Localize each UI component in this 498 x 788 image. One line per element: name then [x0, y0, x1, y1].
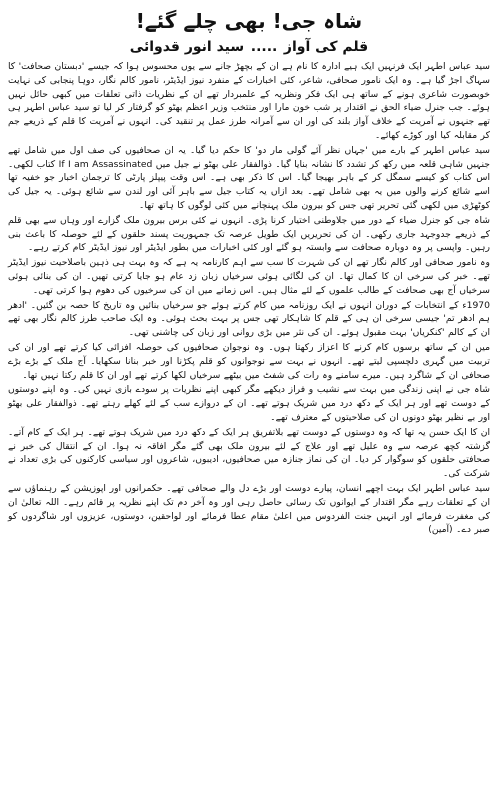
article-body: [8, 60, 490, 537]
article-title: شاہ جی! بھی چلے گئے!: [135, 9, 363, 33]
author-name: سید انور قدوائی: [129, 39, 245, 55]
article-paragraph: سید عباس اطہر کے بارے میں 'جہاں نظر آئے گولی مار دو' کا حکم دیا گیا۔ یہ ان صحافیوں کی صف اول میں شامل تھے جنہیں شاہی قلعہ میں رکھ کر تشدد کا نشانہ بنایا گیا۔ ذوالفقار علی بھٹو نے جیل میں If I am Assassinated کتاب لکھی۔ اس کتاب کو کیسے سمگل کر کے باہر بھیجا گیا۔ اس کا ذکر بھی ہے۔ اس وقت پیپلز پارٹی کا ترجمان اخبار جو خفیہ تھا اسے شائع کرنے والوں میں یہ بھی شامل تھے۔ بعد ازاں یہ کتاب جیل سے باہر آئی اور لندن سے شائع ہوئی۔ یہ جیل کی کوٹھڑی میں لکھی گئی تحریر تھی جس کو بیرون ملک پہنچانے میں کئی لوگوں کا ہاتھ تھا۔: [8, 144, 490, 211]
article-paragraph: شاہ جی نے اپنی زندگی میں بہت سے نشیب و فراز دیکھے مگر کبھی اپنے نظریات پر سودے بازی نہیں کی۔ وہ اپنے دوستوں کے دوست تھے اور ہر ایک کے دکھ درد میں شریک ہوتے تھے۔ ان کے دروازے سب کے لئے کھلے رہتے تھے۔ ذوالفقار علی بھٹو اور بے نظیر بھٹو دونوں ان کی صلاحیتوں کے معترف تھے۔: [8, 384, 490, 423]
article-paragraph: ان کا ایک حسن یہ تھا کہ وہ دوستوں کے دوست تھے بلاتفریق ہر ایک کے دکھ درد میں شریک ہوتے تھے۔ ہر ایک کے کام آتے۔ گزشتہ کچھ عرصہ سے وہ علیل تھے اور علاج کے لئے بیرون ملک بھی گئے مگر افاقہ نہ ہوا۔ ان کے انتقال کی خبر نے صحافتی حلقوں کو سوگوار کر دیا۔ ان کی نماز جنازہ میں صحافیوں، ادیبوں، شاعروں اور سیاسی کارکنوں کی بڑی تعداد نے شرکت کی۔: [8, 426, 490, 480]
article-paragraph: سید عباس اطہر ایک بہت اچھے انسان، پیارے دوست اور بڑے دل والے صحافی تھے۔ حکمرانوں اور اپوزیشن کے رہنماؤں سے ان کے تعلقات رہے مگر اقتدار کے ایوانوں تک رسائی حاصل رہی اور وہ آخر دم تک اپنے نظریہ پر قائم رہے۔ اللہ تعالیٰ ان کی مغفرت فرمائے اور انہیں جنت الفردوس میں اعلیٰ مقام عطا فرمائے اور لواحقین، دوستوں، عزیزوں اور شاگردوں کو صبر دے۔ (آمین): [8, 482, 490, 536]
article-paragraph: میں ان کے ساتھ برسوں کام کرنے کا اعزاز رکھتا ہوں۔ وہ نوجوان صحافیوں کی حوصلہ افزائی کیا کرتے تھے اور ان کی تربیت میں گہری دلچسپی لیتے تھے۔ انہوں نے بہت سے نوجوانوں کو قلم پکڑنا اور خبر بنانا سکھایا۔ آج ملک کے بڑے بڑے صحافی ان کے شاگرد ہیں۔ میرے سامنے وہ رات کی شفٹ میں بیٹھے سرخیاں لکھا کرتے تھے اور ان کا قلم رکتا نہیں تھا۔: [8, 341, 490, 381]
column-name: قلم کی آواز: [283, 39, 369, 55]
byline: [8, 36, 490, 58]
article-paragraph: سید عباس اطہر ایک فرنہیں ایک ہیے ادارہ کا نام ہے ان کے بچھڑ جانے سے یوں محسوس ہوا کہ جیسے 'دبستان صحافت' کا سہاگ اجڑ گیا ہے۔ وہ ایک نامور صحافی، شاعر، کئی اخبارات کے منفرد نیوز ایڈیٹر، نامور کالم نگار، دوہا پنجابی کی نہایت خوبصورت شاعری ہونے کے ساتھ ہی ایک فکر ونظریہ کے علمبردار تھے ان کے نظریات ذاتی تعلقات میں کبھی حائل نہیں ہوئے۔ جب جنرل ضیاء الحق نے اقتدار پر شب خون مارا اور منتخب وزیر اعظم بھٹو کو گرفتار کر لیا تو سید عباس اطہر ہی تھے جنہوں نے آمریت کے خلاف آواز بلند کی اور ان سے آمرانہ طرز عمل پر تنقید کی۔ انہوں نے آمریت کا قلم کے ذریعے جم کر مقابلہ کیا اور کوڑے کھائے۔: [8, 61, 490, 141]
article-paragraph: وہ نامور صحافی اور کالم نگار تھے ان کی شہرت کا سب سے اہم کارنامہ یہ ہے کہ وہ بہت ہی ذہین باصلاحیت نیوز ایڈیٹر تھے۔ خبر کی سرخی ان کا کمال تھا۔ ان کی لگائی ہوئی سرخیاں زبان زد عام ہو جایا کرتی تھیں۔ ان کی بنائی ہوئی سرخیاں آج بھی صحافت کے طالب علموں کے لئے مثال ہیں۔ اس زمانے میں ان کی سرخیوں کی دھوم ہوا کرتی تھی۔: [8, 257, 490, 296]
article-paragraph: شاہ جی کو جنرل ضیاء کے دور میں جلاوطنی اختیار کرنا پڑی۔ انہوں نے کئی برس بیرون ملک گزارے اور وہاں سے بھی قلم کے ذریعے جدوجہد جاری رکھی۔ ان کی تحریریں ایک طویل عرصہ تک جمہوریت پسند حلقوں کے لئے حوصلہ کا باعث بنی رہیں۔ واپسی پر وہ دوبارہ صحافت سے وابستہ ہو گئے اور کئی اخبارات میں بطور ایڈیٹر اور نیوز ایڈیٹر کام کرتے رہے۔: [8, 214, 490, 254]
byline-separator: .....: [250, 39, 278, 55]
article-paragraph: 1970ء کے انتخابات کے دوران انہوں نے ایک روزنامہ میں کام کرتے ہوئے جو سرخیاں بنائیں وہ تاریخ کا حصہ بن گئیں۔ 'ادھر ہم ادھر تم' جیسی سرخی ان ہی کے قلم کا شاہکار تھی جس پر بہت بحث ہوئی۔ وہ ایک صاحب طرز کالم نگار بھی تھے ان کے کالم 'کنکریاں' بہت مقبول ہوئے۔ ان کی نثر میں بڑی روانی اور زبان کی چاشنی تھی۔: [8, 299, 490, 339]
